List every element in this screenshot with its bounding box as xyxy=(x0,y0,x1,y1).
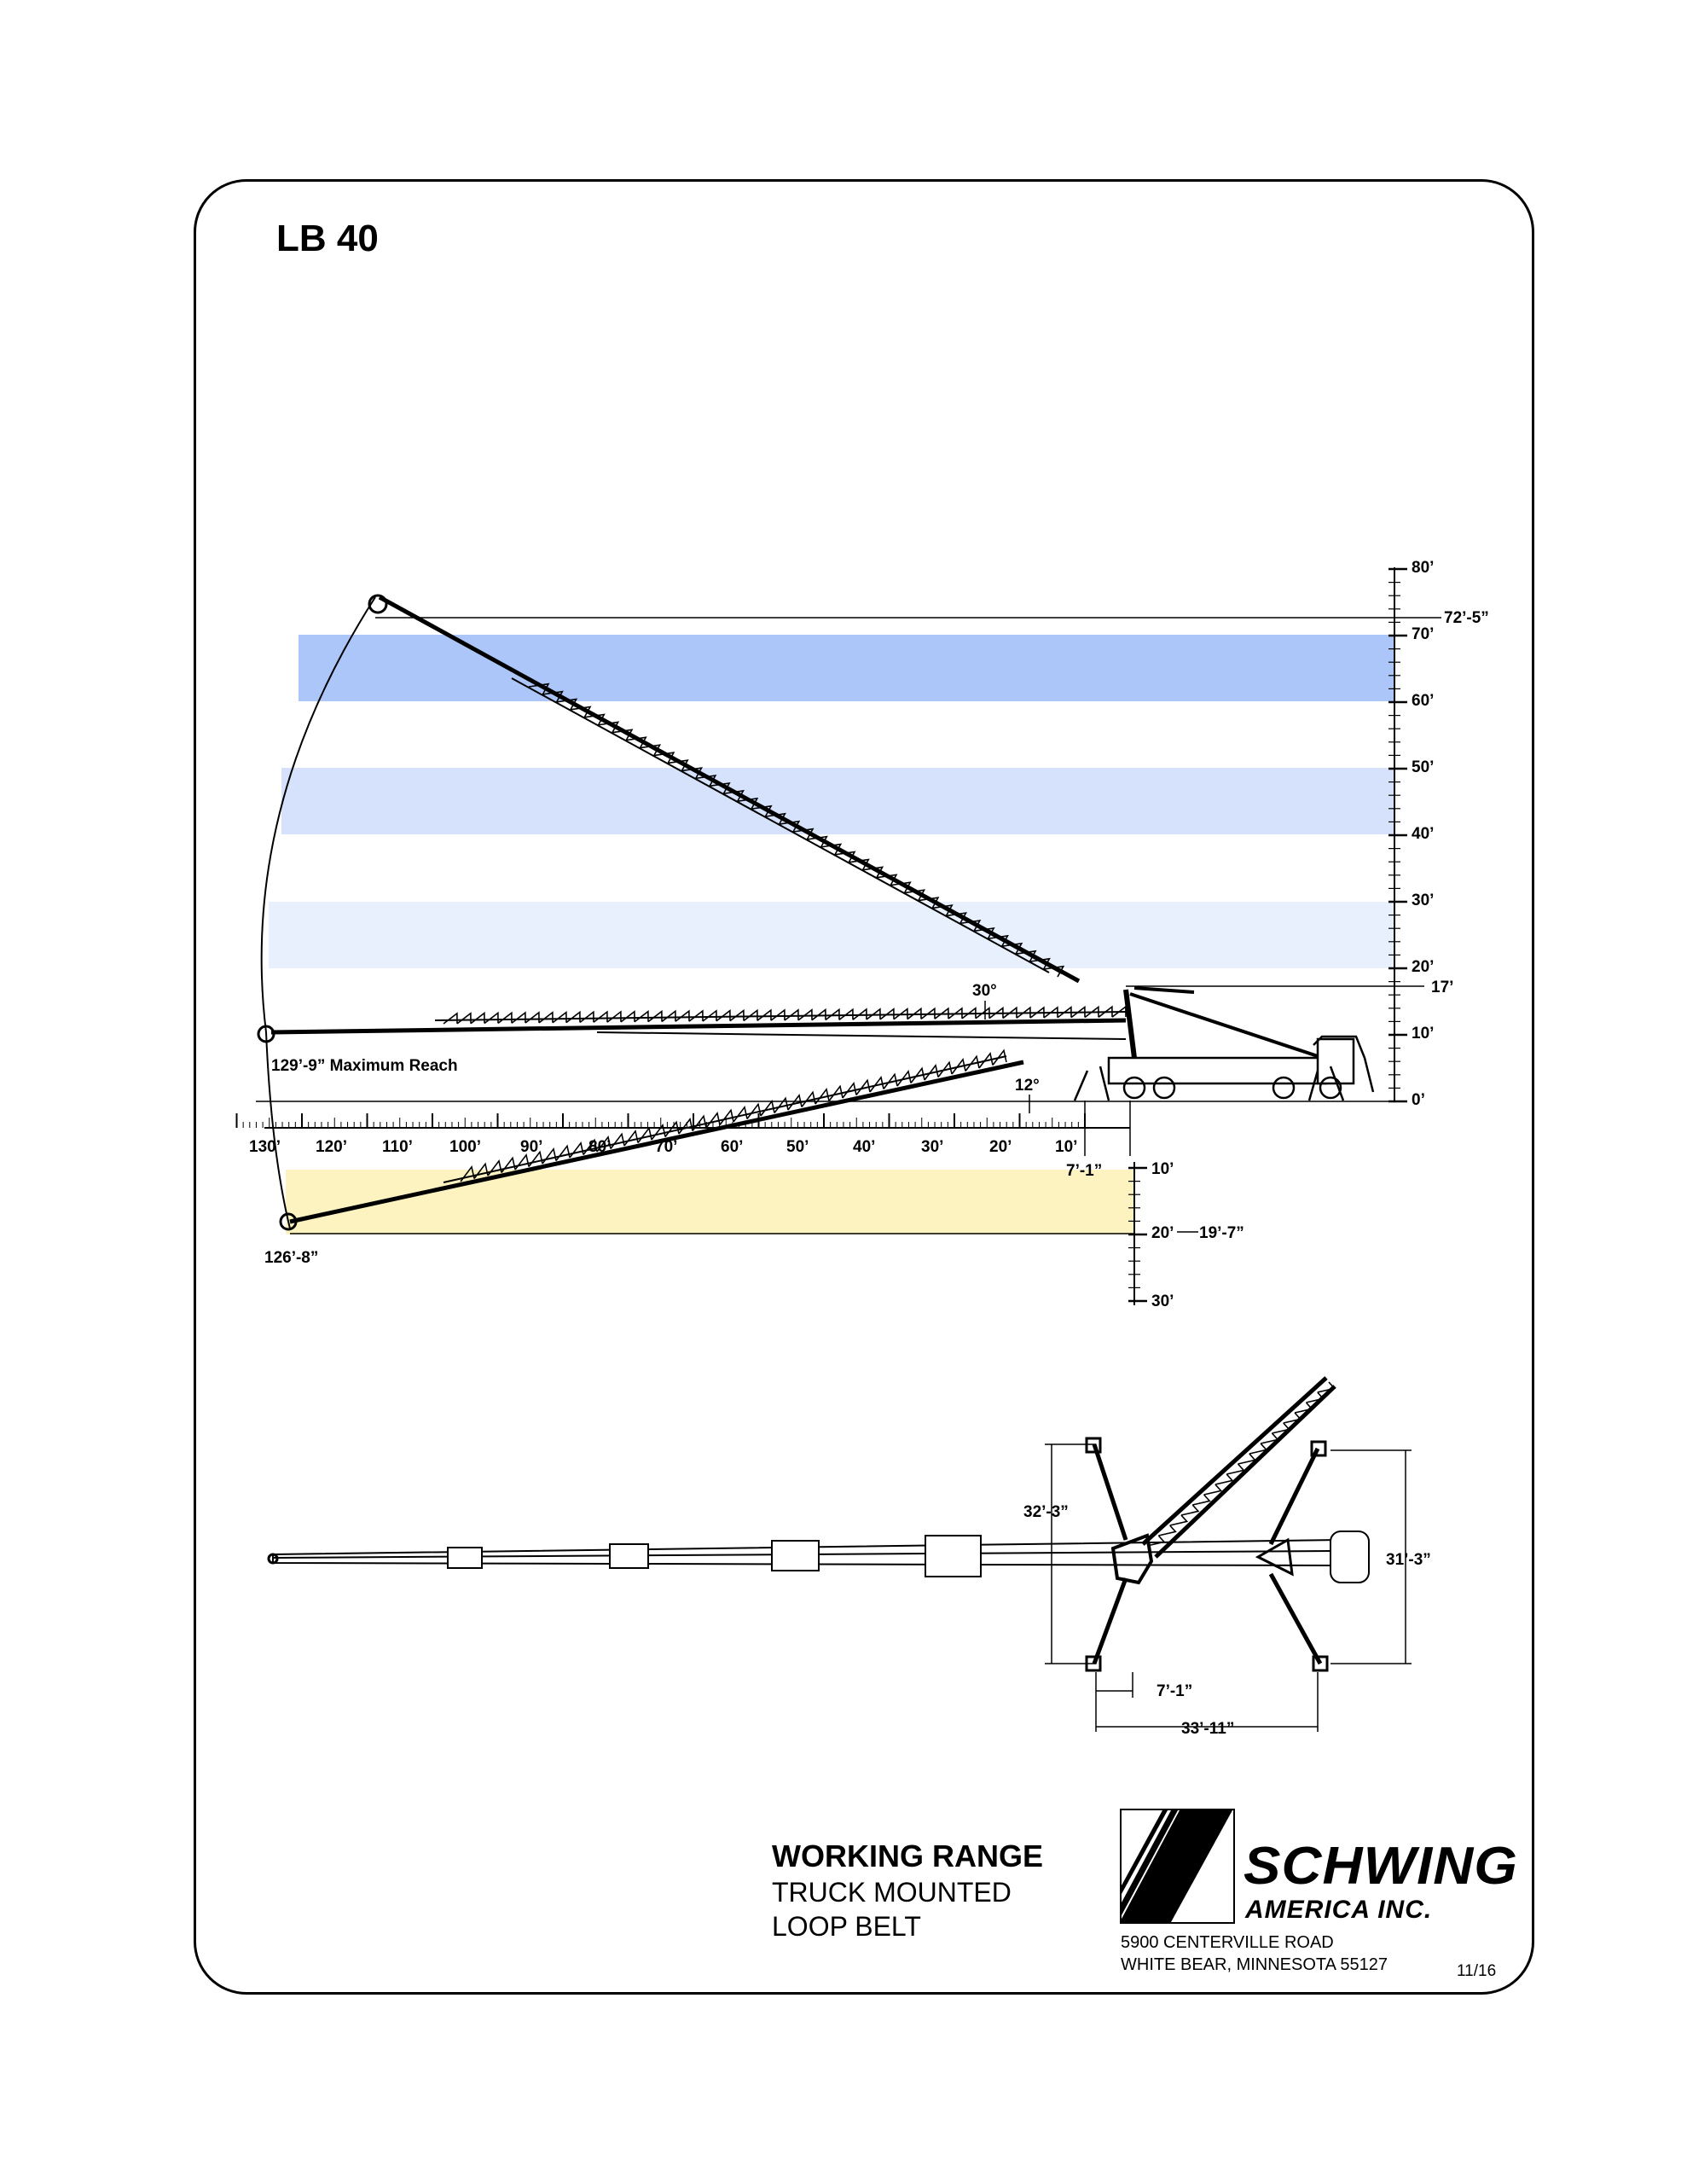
company-name-2: AMERICA INC. xyxy=(1245,1896,1433,1924)
reach-tick-120: 120’ xyxy=(316,1138,347,1156)
reach-tick-110: 110’ xyxy=(382,1138,413,1156)
schwing-logo-icon xyxy=(1120,1809,1235,1924)
reach-tick-50: 50’ xyxy=(786,1138,809,1156)
band-20-30 xyxy=(269,902,1394,968)
band-depth xyxy=(286,1170,1134,1234)
max-height-label: 72’-5” xyxy=(1444,609,1489,627)
model-title: LB 40 xyxy=(276,218,379,259)
top-view xyxy=(269,1378,1369,1670)
height-tick-30: 30’ xyxy=(1412,892,1435,909)
height-tick-0: 0’ xyxy=(1412,1091,1425,1109)
reach-tick-80: 80’ xyxy=(588,1138,612,1156)
reach-tick-40: 40’ xyxy=(853,1138,876,1156)
reach-tick-60: 60’ xyxy=(721,1138,744,1156)
reach-tick-90: 90’ xyxy=(520,1138,543,1156)
sheet-subtitle-2: LOOP BELT xyxy=(772,1911,921,1942)
top-pivot-offset-label: 7’-1” xyxy=(1157,1682,1193,1700)
outrigger-span-label: 33’-11” xyxy=(1181,1720,1235,1738)
height-tick-10: 10’ xyxy=(1412,1025,1435,1043)
boom-horizontal xyxy=(258,1007,1126,1042)
company-address-2: WHITE BEAR, MINNESOTA 55127 xyxy=(1121,1955,1388,1974)
reach-tick-30: 30’ xyxy=(921,1138,944,1156)
pivot-offset-label: 7’-1” xyxy=(1066,1162,1103,1180)
height-tick-40: 40’ xyxy=(1412,825,1435,843)
reach-scale-ticks xyxy=(237,1113,1086,1128)
reach-tick-70: 70’ xyxy=(655,1138,678,1156)
angle-down-label: 12° xyxy=(1015,1077,1040,1095)
height-scale-labels xyxy=(1412,559,1434,1109)
down-reach-label: 126’-8” xyxy=(264,1249,319,1267)
sheet-subtitle-1: TRUCK MOUNTED xyxy=(772,1877,1012,1908)
height-tick-80: 80’ xyxy=(1412,559,1435,577)
sheet-title: WORKING RANGE xyxy=(772,1838,1043,1873)
depth-tick-10: 10’ xyxy=(1151,1160,1174,1178)
height-tick-60: 60’ xyxy=(1412,692,1435,710)
depth-tick-20: 20’ xyxy=(1151,1224,1174,1242)
reach-tick-20: 20’ xyxy=(989,1138,1012,1156)
outrigger-width-label: 31’-3” xyxy=(1386,1551,1431,1569)
height-tick-70: 70’ xyxy=(1412,625,1435,643)
reach-tick-10: 10’ xyxy=(1055,1138,1078,1156)
angle-up-label: 30° xyxy=(972,982,997,1000)
reach-tick-100: 100’ xyxy=(449,1138,481,1156)
pivot-height-label: 17’ xyxy=(1431,979,1454,996)
height-tick-50: 50’ xyxy=(1412,758,1435,776)
company-address-1: 5900 CENTERVILLE ROAD xyxy=(1121,1933,1334,1952)
height-scale-ticks xyxy=(1388,569,1407,1101)
depth-tick-30: 30’ xyxy=(1151,1292,1174,1310)
max-depth-label: 19’-7” xyxy=(1199,1224,1244,1242)
max-reach-label: 129’-9” Maximum Reach xyxy=(271,1057,458,1075)
company-name: SCHWING xyxy=(1244,1837,1518,1896)
revision-date: 11/16 xyxy=(1457,1962,1497,1980)
height-tick-20: 20’ xyxy=(1412,958,1435,976)
outrigger-front-label: 32’-3” xyxy=(1023,1503,1069,1521)
truck-side-view xyxy=(1075,988,1373,1101)
reach-tick-130: 130’ xyxy=(249,1138,281,1156)
band-40-50 xyxy=(281,768,1394,834)
